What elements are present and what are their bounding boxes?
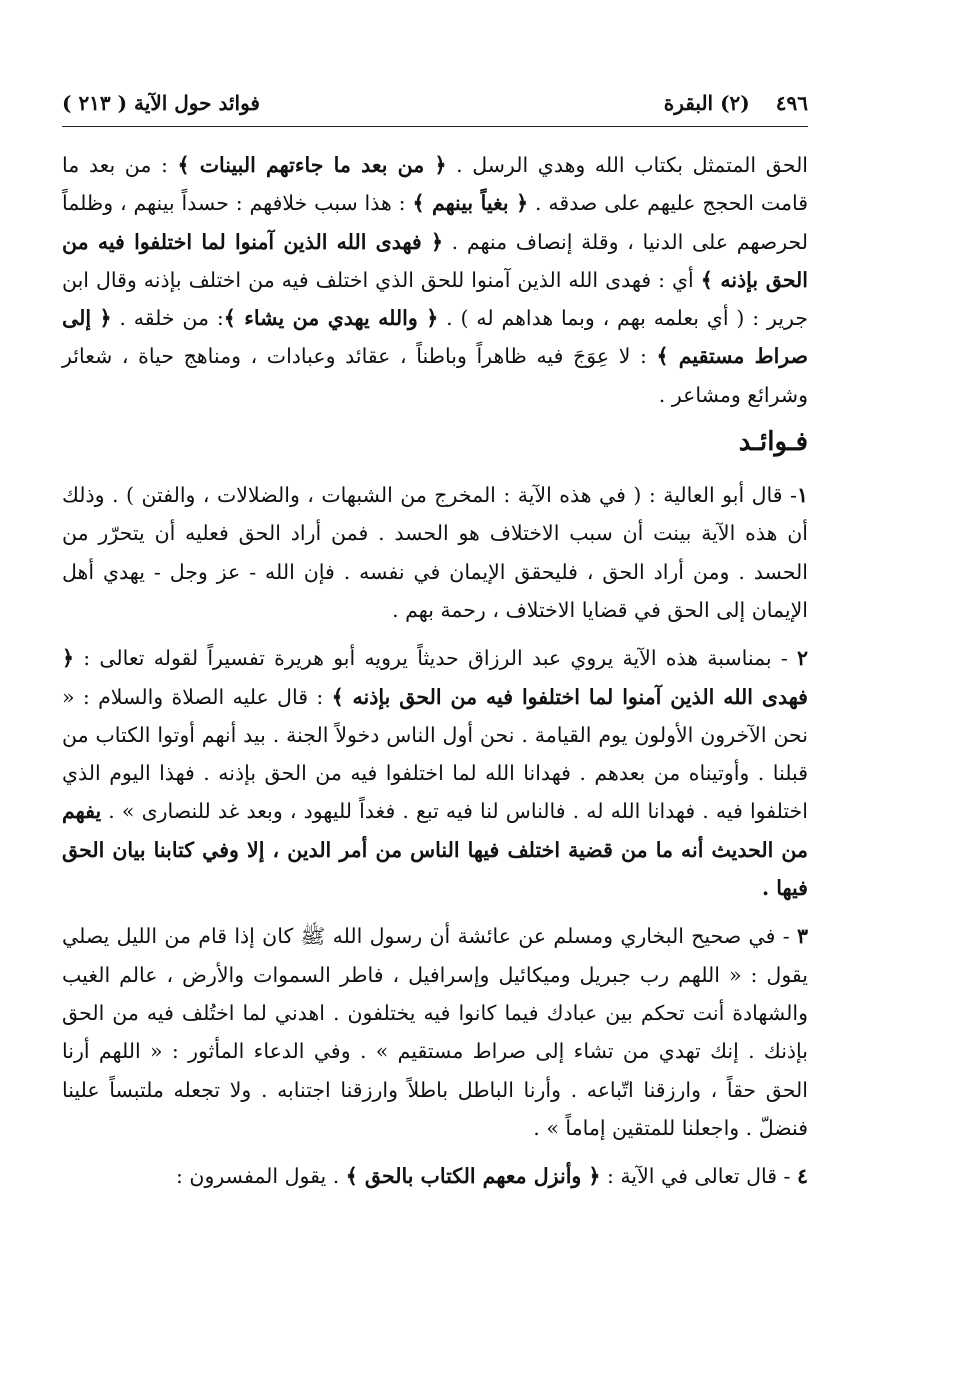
benefit-text: - في صحيح البخاري ومسلم عن عائشة أن رسول الله ﷺ كان إذا قام من الليل يصلي يقول : « اللهم رب جبريل وميكائيل وإسرافيل ، فاطر السموات والأرض ، عالم الغيب والشهادة أنت تحكم بين عبادك فيما كانوا فيه يختلفون . اهدني لما اختُلف فيه من الحق بإذنك . إنك تهدي من تشاء إلى صراط مستقيم » . وفي الدعاء المأثور : « اللهم أرنا الحق حقاً ، وارزقنا اتّباعه . وأرنا الباطل باطلاً وارزقنا اجتنابه . ولا تجعله ملتبساً علينا فنضلّ . واجعلنا للمتقين إماماً » . [62,924,808,1140]
benefit-bold-text: يفهم من الحديث أنه ما من قضية اختلف فيها الناس من أمر الدين ، إلا وفي كتابنا بيان الحق فيها . [62,799,808,901]
benefit-number: ١ [796,483,808,508]
benefit-text: : قال عليه الصلاة والسلام : « نحن الآخرون الأولون يوم القيامة . نحن أول الناس دخولاً الجنة . بيد أنهم أوتوا الكتاب من قبلنا . وأوتيناه من بعدهم . فهدانا الله لما اختلفوا فيه من الحق بإذنه . فهذا اليوم الذي اختلفوا فيه . فهدانا الله له . فالناس لنا فيه تبع . فغداً لليهود ، وبعد غد للنصارى » . [62,684,808,824]
page-header [62,86,808,120]
intro-text-5: : من خلقه . [111,306,224,331]
benefit-text: . يقول المفسرون : [175,1164,346,1189]
benefit-paragraph-4 [62,1157,808,1195]
intro-text-3: : هذا سبب خلافهم : حسداً بينهم ، وظلماً لحرصهم على الدنيا ، وقلة إنصاف منهم . [62,191,808,254]
benefit-text: - بمناسبة هذه الآية يروي عبد الرزاق حديثاً يرويه أبو هريرة تفسيراً لقوله تعالى : [74,646,797,671]
quran-quote: ﴿ من بعد ما جاءتهم البينات ﴾ [177,153,447,177]
header-right [664,91,808,115]
section-title: فوائد حول الآية ( ٢١٣ ) [62,91,260,115]
quran-quote: ﴿ فهدى الله الذين آمنوا لما اختلفوا فيه من الحق بإذنه ﴾ [62,229,808,292]
benefit-text: - قال تعالى في الآية : [600,1164,797,1189]
benefit-paragraph-2 [62,639,808,907]
intro-text-6: : لا عِوَجَ فيه ظاهراً وباطناً ، عقائد وعبادات ، ومناهج حياة ، شعائر وشرائع ومشاعر . [62,344,808,407]
quran-quote: ﴿ فهدى الله الذين آمنوا لما اختلفوا فيه من الحق بإذنه ﴾ [62,646,808,709]
quran-quote: ﴿ وأنزل معهم الكتاب بالحق ﴾ [345,1164,601,1189]
page-number: ٤٩٦ [775,91,808,115]
benefit-paragraph-1 [62,476,808,629]
quran-quote: ﴿ بغياً بينهم ﴾ [412,191,529,216]
section-heading: فـوائـد [738,427,808,458]
quran-quote: ﴿ إلى صراط مستقيم ﴾ [62,306,809,369]
intro-text-1: الحق المتمثل بكتاب الله وهدي الرسل . [446,153,809,177]
intro-text-2: : من بعد ما قامت الحجج عليهم على صدقه . [62,153,808,216]
benefit-number: ٣ [796,924,808,949]
surah-title: (٢) البقرة [663,91,750,115]
header-divider [62,126,808,127]
page-body [62,146,808,1315]
benefit-text: - قال أبو العالية : ( في هذه الآية : المخرج من الشبهات ، والضلالات ، والفتن ) . وذلك أن هذه الآية بينت أن سبب الاختلاف هو الحسد . فمن أراد الحق فعليه أن يتحرّر من الحسد . ومن أراد الحق ، فليحقق الإيمان في نفسه . فإن الله - عز وجل - يهدي أهل الإيمان إلى الحق في قضايا الاختلاف ، رحمة بهم . [62,483,808,622]
benefit-number: ٢ [796,646,808,671]
benefit-paragraph-3 [62,917,808,1147]
intro-paragraph [62,146,808,414]
benefit-number: ٤ [796,1164,808,1189]
quran-quote: ﴿ والله يهدي من يشاء ﴾ [223,306,439,331]
intro-text-4: أي : فهدى الله الذين آمنوا للحق الذي اختلف فيه من اختلف بإذنه وقال ابن جرير : ( أي بعلمه بهم ، وبما هداهم له ) . [62,267,809,331]
